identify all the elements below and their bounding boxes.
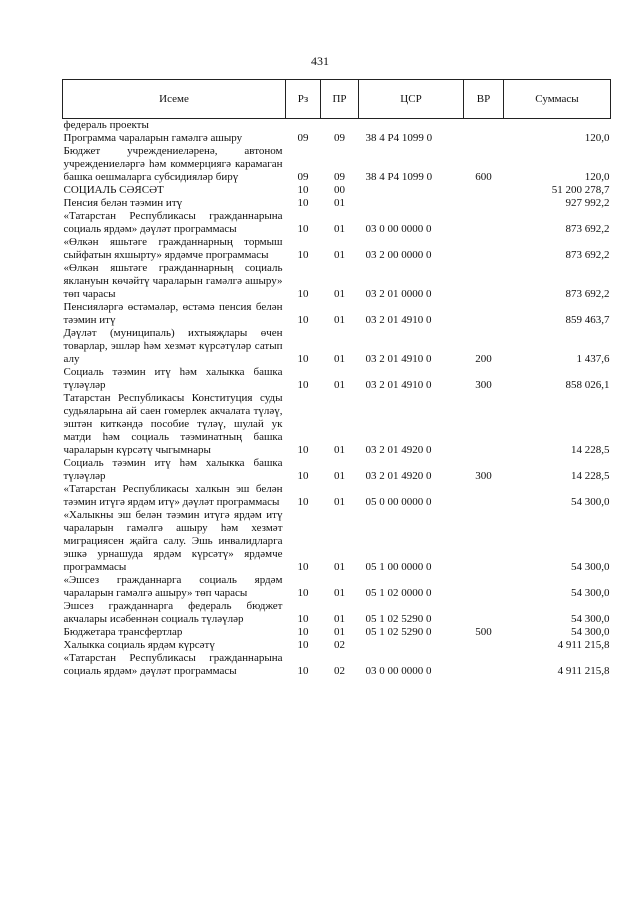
header-sum: Суммасы (504, 80, 611, 119)
cell-rz: 10 (297, 613, 309, 625)
cell-sum: 120,0 (584, 171, 610, 183)
cell-rz: 10 (297, 561, 309, 573)
cell-vr (464, 301, 504, 327)
header-pr: ПР (321, 80, 359, 119)
cell-rz: 10 (297, 587, 309, 599)
cell-rz: 10 (297, 444, 309, 456)
cell-name: Эшсез гражданнарга федераль бюджет акчалары исәбеннән социаль түләүләр (63, 600, 283, 625)
cell-sum (504, 119, 611, 133)
cell-csr: 38 4 P4 1099 0 (365, 171, 433, 183)
cell-name: федераль проекты (63, 119, 149, 131)
cell-pr: 09 (334, 171, 345, 183)
table-row (63, 457, 611, 483)
table-row (63, 301, 611, 327)
cell-rz: 10 (297, 470, 309, 482)
table-row (63, 600, 611, 626)
cell-csr: 03 0 00 0000 0 (365, 665, 432, 677)
cell-csr: 03 0 00 0000 0 (365, 223, 432, 235)
table-row (63, 509, 611, 574)
cell-csr: 05 1 02 5290 0 (365, 613, 432, 625)
cell-rz (286, 119, 321, 133)
cell-rz: 10 (297, 496, 309, 508)
cell-sum: 1 437,6 (576, 353, 610, 365)
cell-sum: 54 300,0 (571, 587, 610, 599)
cell-vr (464, 119, 504, 133)
cell-csr: 05 1 02 5290 0 (365, 626, 432, 638)
cell-pr: 01 (334, 197, 345, 209)
table-row (63, 483, 611, 509)
cell-name: Пенсия белән тәэмин итү (63, 197, 183, 209)
cell-pr: 01 (334, 561, 345, 573)
cell-sum: 4 911 215,8 (557, 665, 610, 677)
cell-csr: 03 2 01 4910 0 (365, 379, 432, 391)
cell-pr: 01 (334, 496, 345, 508)
cell-vr (464, 652, 504, 678)
table-row (63, 626, 611, 639)
cell-csr (359, 197, 464, 210)
cell-vr (464, 184, 504, 197)
cell-rz: 10 (297, 249, 309, 261)
table-row (63, 184, 611, 197)
table-row (63, 327, 611, 366)
cell-vr (464, 639, 504, 652)
cell-csr: 05 1 02 0000 0 (365, 587, 432, 599)
header-name: Исеме (63, 80, 286, 119)
cell-vr (464, 210, 504, 236)
cell-name: Татарстан Республикасы Конституция суды судьяларына ай саен гомерлек акчалата түләү, эштән киткәндә пособие түләү, шулай ук матди һәм социаль тәэминатның башка чараларын күрсәтү чыгымнары (63, 392, 283, 456)
cell-pr: 01 (334, 223, 345, 235)
cell-sum: 873 692,2 (565, 288, 610, 300)
cell-pr: 01 (334, 314, 345, 326)
table-row (63, 392, 611, 457)
table-row (63, 132, 611, 145)
cell-vr (464, 236, 504, 262)
cell-pr (321, 119, 359, 133)
cell-vr (464, 132, 504, 145)
table-header-row (63, 80, 611, 119)
cell-sum: 859 463,7 (565, 314, 610, 326)
cell-name: Социаль тәэмин итү һәм халыкка башка түләүләр (63, 366, 283, 391)
cell-name: «Эшсез гражданнарга социаль ярдәм чараларын гамәлгә ашыру» төп чарасы (63, 574, 283, 599)
cell-pr: 02 (334, 639, 345, 651)
cell-name: «Татарстан Республикасы гражданнарына социаль ярдәм» дәүләт программасы (63, 652, 283, 677)
cell-rz: 10 (297, 353, 309, 365)
cell-name: Социаль тәэмин итү һәм халыкка башка түләүләр (63, 457, 283, 482)
cell-sum: 54 300,0 (571, 561, 610, 573)
cell-pr: 01 (334, 444, 345, 456)
cell-pr: 01 (334, 470, 345, 482)
cell-sum: 858 026,1 (565, 379, 610, 391)
cell-rz: 10 (297, 379, 309, 391)
cell-name: «Татарстан Республикасы халкын эш белән тәэмин итүгә ярдәм итү» дәүләт программасы (63, 483, 283, 508)
cell-sum: 54 300,0 (571, 613, 610, 625)
cell-csr: 05 0 00 0000 0 (365, 496, 432, 508)
cell-name: Бюджет учреждениеләренә, автоном учреждениеләргә һәм коммерциягә карамаган башка оешмаларга субсидияләр бирү (63, 145, 283, 183)
cell-sum: 873 692,2 (565, 223, 610, 235)
cell-sum: 873 692,2 (565, 249, 610, 261)
header-csr: ЦСР (359, 80, 464, 119)
cell-vr: 300 (475, 470, 492, 482)
cell-name: СОЦИАЛЬ СӘЯСӘТ (63, 184, 164, 196)
cell-csr: 03 2 01 0000 0 (365, 288, 432, 300)
cell-rz: 10 (297, 288, 309, 300)
table-row (63, 119, 611, 133)
table-row (63, 262, 611, 301)
cell-name: «Өлкән яшьтәге гражданнарның тормыш сыйфатын яхшырту» ярдәмче программасы (63, 236, 283, 261)
cell-sum: 54 300,0 (571, 496, 610, 508)
cell-vr: 300 (475, 379, 492, 391)
header-rz: Рз (286, 80, 321, 119)
cell-pr: 01 (334, 353, 345, 365)
cell-vr (464, 600, 504, 626)
table-row (63, 145, 611, 184)
cell-csr (359, 184, 464, 197)
cell-name: «Татарстан Республикасы гражданнарына социаль ярдәм» дәүләт программасы (63, 210, 283, 235)
cell-csr: 03 2 01 4910 0 (365, 314, 432, 326)
cell-csr: 03 2 00 0000 0 (365, 249, 432, 261)
cell-rz: 09 (297, 132, 309, 144)
header-vr: ВР (464, 80, 504, 119)
cell-vr (464, 392, 504, 457)
cell-rz: 10 (297, 314, 309, 326)
cell-csr: 03 2 01 4920 0 (365, 444, 432, 456)
cell-pr: 01 (334, 587, 345, 599)
table-row (63, 366, 611, 392)
cell-name: «Халыкны эш белән тәэмин итүгә ярдәм итү чараларын гамәлгә ашыру һәм хезмәт миграциясен җайга салу. Эшь инвалидларга эшкә урнашуда ярдәм күрсәтү» ярдәмче программасы (63, 509, 283, 573)
cell-sum: 14 228,5 (571, 470, 610, 482)
cell-name: Программа чараларын гамәлгә ашыру (63, 132, 243, 144)
cell-pr: 01 (334, 626, 345, 638)
table-row (63, 210, 611, 236)
cell-rz: 10 (297, 184, 309, 196)
cell-name: «Өлкән яшьтәге гражданнарның социаль яклануын көчәйтү чараларын гамәлгә ашыру» төп чарасы (63, 262, 283, 300)
cell-sum: 4 911 215,8 (557, 639, 610, 651)
cell-name: Дәүләт (муниципаль) ихтыяҗлары өчен товарлар, эшләр һәм хезмәт күрсәтүләр сатып алу (63, 327, 283, 365)
cell-vr: 200 (475, 353, 492, 365)
cell-name: Бюджетара трансфертлар (63, 626, 183, 638)
cell-vr: 500 (475, 626, 492, 638)
cell-vr (464, 574, 504, 600)
cell-rz: 09 (297, 171, 309, 183)
cell-pr: 01 (334, 249, 345, 261)
cell-sum: 51 200 278,7 (551, 184, 610, 196)
cell-sum: 54 300,0 (571, 626, 610, 638)
cell-vr: 600 (475, 171, 492, 183)
cell-vr (464, 197, 504, 210)
table-row (63, 639, 611, 652)
cell-vr (464, 509, 504, 574)
cell-csr: 03 2 01 4920 0 (365, 470, 432, 482)
cell-sum: 120,0 (584, 132, 610, 144)
table-row (63, 197, 611, 210)
cell-pr: 01 (334, 379, 345, 391)
cell-vr (464, 262, 504, 301)
cell-rz: 10 (297, 197, 309, 209)
cell-pr: 00 (334, 184, 345, 196)
page-number: 431 (311, 54, 329, 68)
table-row (63, 652, 611, 678)
cell-sum: 927 992,2 (565, 197, 610, 209)
cell-csr: 38 4 P4 1099 0 (365, 132, 433, 144)
cell-csr: 05 1 00 0000 0 (365, 561, 432, 573)
cell-rz: 10 (297, 626, 309, 638)
table-row (63, 236, 611, 262)
cell-sum: 14 228,5 (571, 444, 610, 456)
cell-rz: 10 (297, 665, 309, 677)
budget-table (62, 79, 611, 678)
cell-csr (359, 119, 464, 133)
cell-pr: 09 (334, 132, 345, 144)
cell-vr (464, 483, 504, 509)
cell-csr (359, 639, 464, 652)
cell-rz: 10 (297, 639, 309, 651)
cell-rz: 10 (297, 223, 309, 235)
cell-pr: 02 (334, 665, 345, 677)
cell-name: Халыкка социаль ярдәм күрсәтү (63, 639, 215, 651)
cell-csr: 03 2 01 4910 0 (365, 353, 432, 365)
cell-name: Пенсияләргә өстәмәләр, өстәмә пенсия белән тәэмин итү (63, 301, 283, 326)
cell-pr: 01 (334, 288, 345, 300)
table-row (63, 574, 611, 600)
cell-pr: 01 (334, 613, 345, 625)
